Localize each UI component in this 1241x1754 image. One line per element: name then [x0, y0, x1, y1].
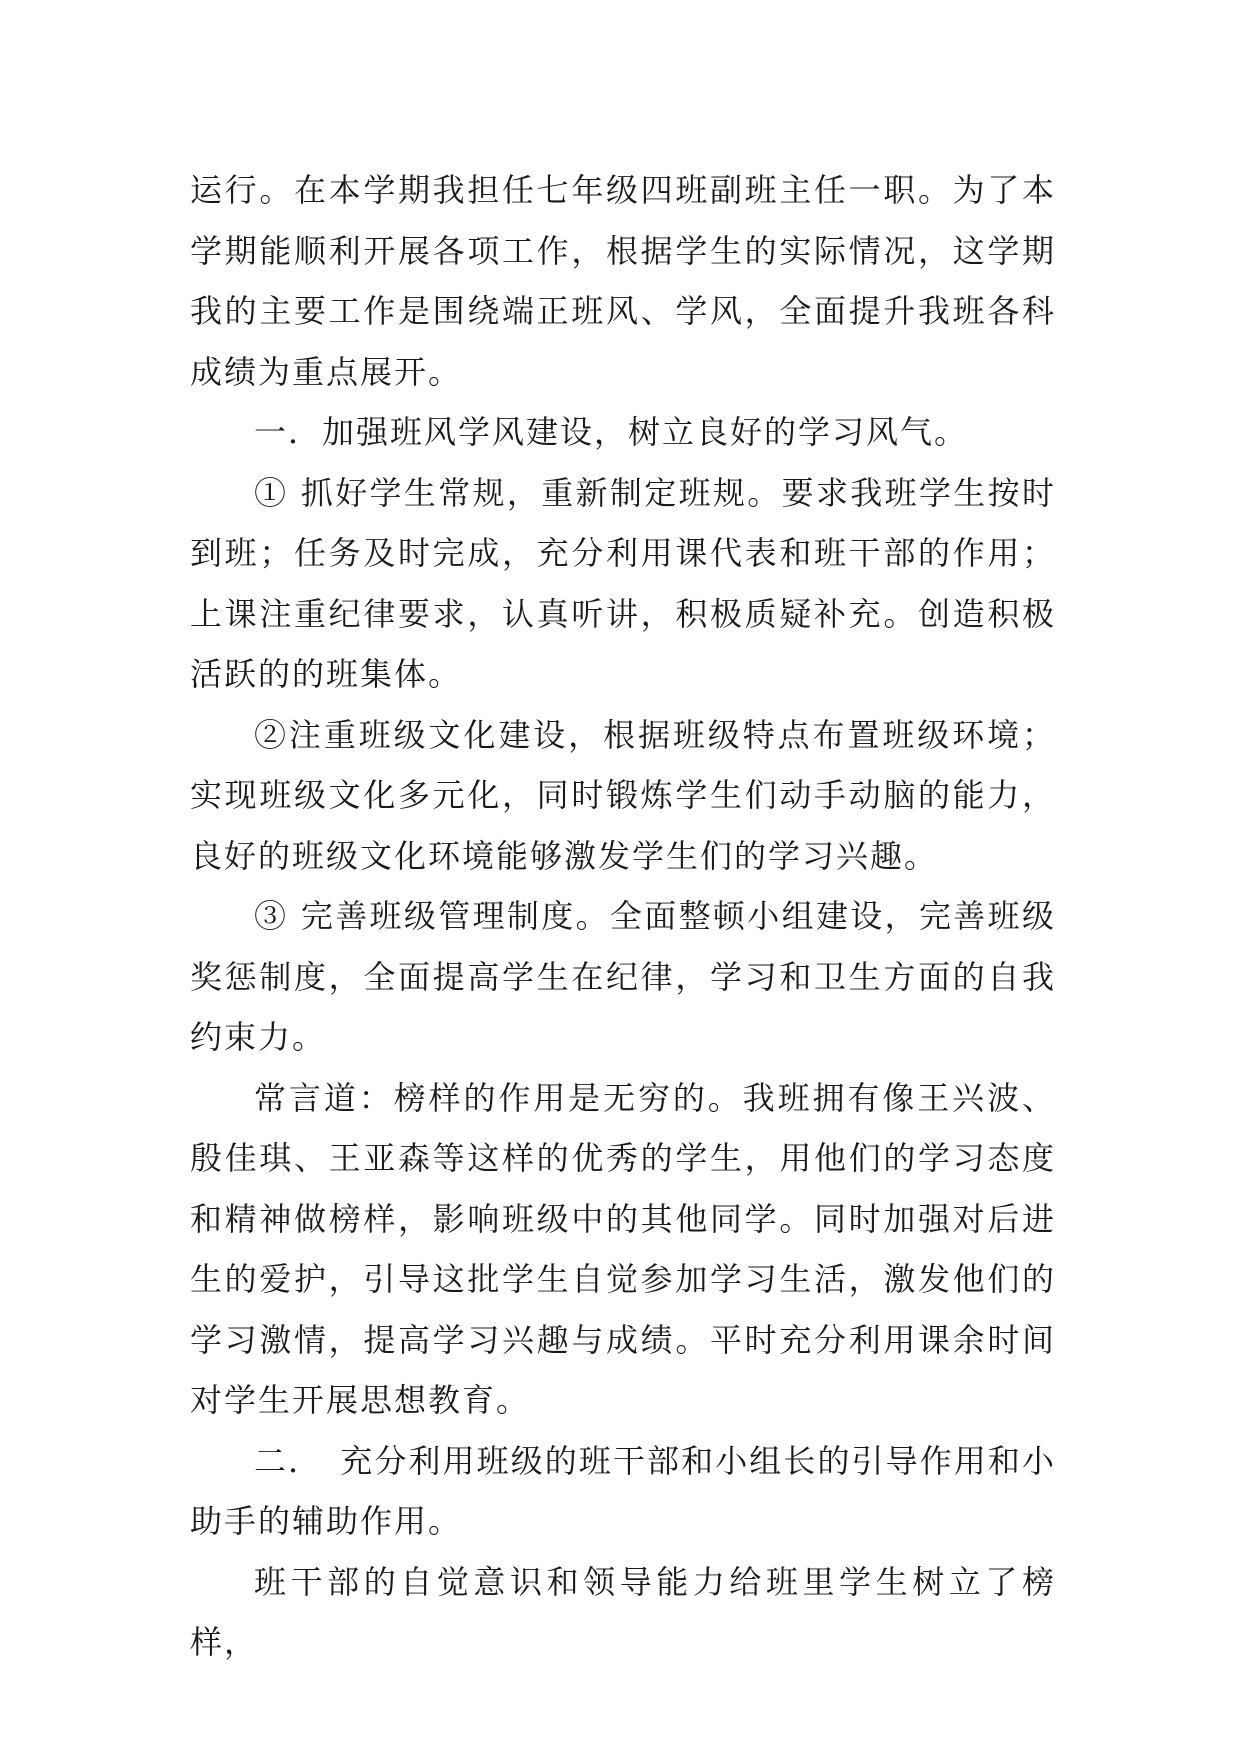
paragraph-class-leaders: 班干部的自觉意识和领导能力给班里学生树立了榜样， — [190, 1562, 1056, 1661]
section-heading-2: 二． 充分利用班级的班干部和小组长的引导作用和小助手的辅助作用。 — [190, 1441, 1056, 1540]
paragraph-role-models: 常言道：榜样的作用是无穷的。我班拥有像王兴波、殷佳琪、王亚森等这样的优秀的学生，用他们的学习态度和精神做榜样，影响班级中的其他同学。同时加强对后进生的爱护，引导这批学生自觉参加学习生活，激发他们的学习激情，提高学习兴趣与成绩。平时充分利用课余时间对学生开展思想教育。 — [190, 1078, 1056, 1419]
paragraph-intro: 运行。在本学期我担任七年级四班副班主任一职。为了本学期能顺利开展各项工作，根据学生的实际情况，这学期我的主要工作是围绕端正班风、学风，全面提升我班各科成绩为重点展开。 — [190, 171, 1056, 391]
paragraph-item-2: ②注重班级文化建设，根据班级特点布置班级环境；实现班级文化多元化，同时锻炼学生们动手动脑的能力，良好的班级文化环境能够激发学生们的学习兴趣。 — [190, 715, 1056, 875]
document-body — [190, 160, 1056, 1673]
paragraph-item-3: ③ 完善班级管理制度。全面整顿小组建设，完善班级奖惩制度，全面提高学生在纪律，学习和卫生方面的自我约束力。 — [190, 897, 1056, 1056]
paragraph-item-1: ① 抓好学生常规，重新制定班规。要求我班学生按时到班；任务及时完成，充分利用课代表和班干部的作用；上课注重纪律要求，认真听讲，积极质疑补充。创造积极活跃的的班集体。 — [190, 473, 1056, 693]
section-heading-1: 一．加强班风学风建设，树立良好的学习风气。 — [254, 413, 969, 451]
